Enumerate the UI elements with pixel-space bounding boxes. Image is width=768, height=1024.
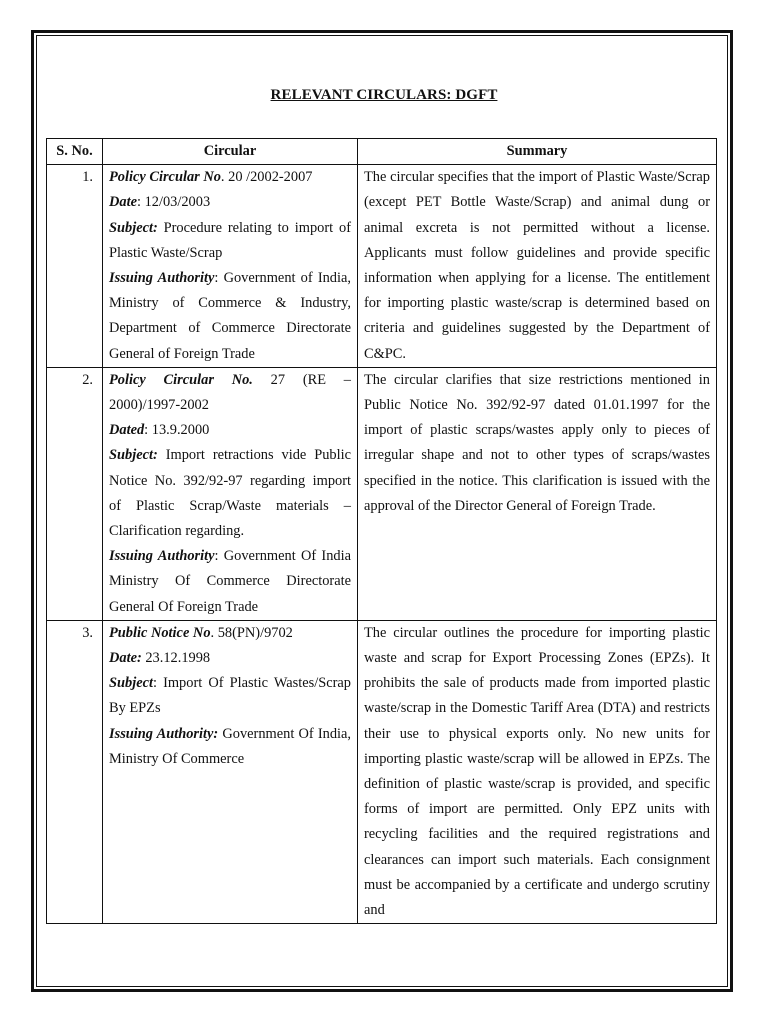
row-sno: 1. xyxy=(47,165,103,368)
circular-date: Date: 23.12.1998 xyxy=(109,650,211,667)
circular-authority: Issuing Authority: Government Of India, Ministry Of Commerce xyxy=(109,725,352,767)
circular-subject: Subject: Procedure relating to import of Plastic Waste/Scrap xyxy=(109,219,351,261)
header-circular: Circular xyxy=(103,139,358,165)
circulars-table xyxy=(46,138,717,924)
table-header-row xyxy=(47,139,717,165)
table-row xyxy=(47,165,717,368)
row-circular xyxy=(103,620,358,923)
circular-subject: Subject: Import retractions vide Public Notice No. 392/92-97 regarding import of Plastic Scrap/Waste materials –Clarification regarding. xyxy=(109,447,351,540)
row-summary: The circular outlines the procedure for importing plastic waste and scrap for Export Processing Zones (EPZs). It prohibits the sale of products made from imported plastic waste/scrap in the Domestic Tariff Area (DTA) and restricts their use to physical exports only. No new units for importing plastic waste/scrap will be allowed in EPZs. The definition of plastic waste/scrap is provided, and specific forms of import are permitted. Only EPZ units with recycling facilities and the required registrations and clearances can import such materials. Each consignment must be accompanied by a certificate and undergo scrutiny and xyxy=(358,620,717,923)
circular-authority: Issuing Authority: Government Of India Ministry Of Commerce Directorate General Of Foreign Trade xyxy=(109,548,351,615)
table-row xyxy=(47,367,717,620)
circular-date: Date: 12/03/2003 xyxy=(109,194,211,211)
circular-date: Dated: 13.9.2000 xyxy=(109,422,210,439)
header-summary: Summary xyxy=(358,139,717,165)
row-summary: The circular clarifies that size restrictions mentioned in Public Notice No. 392/92-97 dated 01.01.1997 for the import of plastic scraps/wastes apply only to pieces of irregular shape and not to other types of scraps/wastes specified in the notice. This clarification is issued with the approval of the Director General of Foreign Trade. xyxy=(358,367,717,620)
row-sno: 2. xyxy=(47,367,103,620)
document-title: RELEVANT CIRCULARS: DGFT xyxy=(270,87,498,103)
header-sno: S. No. xyxy=(47,139,103,165)
circular-number: Policy Circular No. 27 (RE –2000)/1997-2002 xyxy=(109,371,351,414)
circular-number: Public Notice No. 58(PN)/9702 xyxy=(109,624,293,641)
table-row xyxy=(47,620,717,923)
circular-number: Policy Circular No. 20 /2002-2007 xyxy=(109,169,313,186)
row-circular xyxy=(103,165,358,368)
circular-authority: Issuing Authority: Government of India, Ministry of Commerce & Industry, Department of Commerce Directorate General of Foreign Trade xyxy=(109,270,351,362)
row-circular xyxy=(103,367,358,620)
circular-subject: Subject: Import Of Plastic Wastes/Scrap By EPZs xyxy=(109,675,351,717)
row-sno: 3. xyxy=(47,620,103,923)
row-summary: The circular specifies that the import of Plastic Waste/Scrap (except PET Bottle Waste/Scrap) and animal dung or animal excreta is not permitted without a license. Applicants must follow guidelines and provide specific information when applying for a license. The entitlement for importing plastic waste/scrap is determined based on criteria and guidelines suggested by the Department of C&PC. xyxy=(358,165,717,368)
